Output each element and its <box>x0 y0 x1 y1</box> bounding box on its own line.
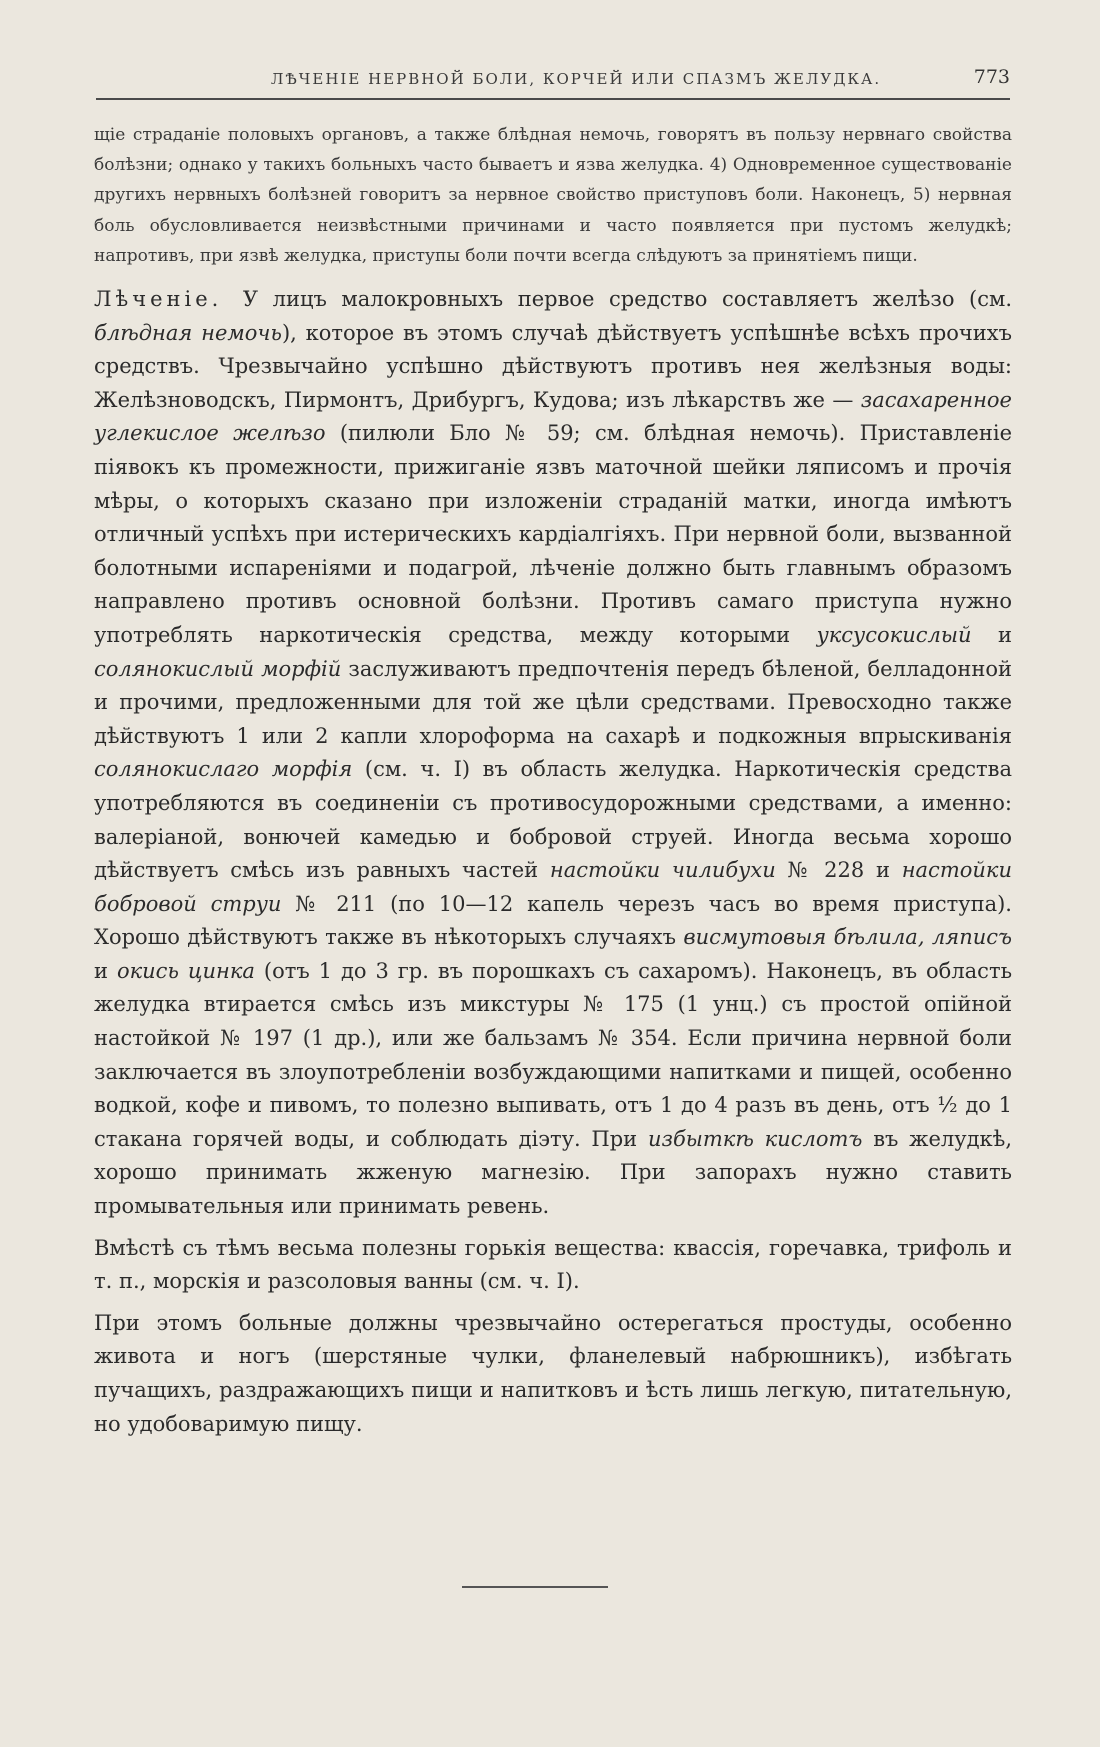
treatment-text-5: заслуживаютъ предпочтенія передъ бѣленой, белладонной и прочими, предложенными для той же цѣли средствами. Превосходно также дѣйствуютъ 1 или 2 капли хлороформа на сахарѣ и подкожныя впрыскиванія <box>94 656 1012 748</box>
treatment-text-2: ), которое въ этомъ случаѣ дѣйствуетъ успѣшнѣе всѣхъ прочихъ средствъ. Чрезвычайно успѣшно дѣйствуютъ противъ нея желѣзныя воды: Желѣзноводскъ, Пирмонтъ, Дрибургъ, Кудова; изъ лѣкарствъ же — <box>94 320 1012 412</box>
page-header <box>96 64 1010 100</box>
page-number: 773 <box>973 66 1010 88</box>
treatment-text-3: (пилюли Бло № 59; см. блѣдная немочь). Приставленіе піявокъ къ промежности, прижиганіе язвъ маточной шейки ляписомъ и прочія мѣры, о которыхъ сказано при изложеніи страданій матки, иногда имѣютъ отличный успѣхъ при истерическихъ кардіалгіяхъ. При нервной боли, вызванной болотными испареніями и подагрой, лѣченіе должно быть главнымъ образомъ направлено противъ основной болѣзни. Противъ самаго приступа нужно употреблять наркотическія средства, между которыми <box>94 421 1012 647</box>
treatment-text-7: № 228 и <box>787 858 890 883</box>
intro-paragraph: щіе страданіе половыхъ органовъ, а также блѣдная немочь, говорятъ въ пользу нервнаго свойства болѣзни; однако у такихъ больныхъ часто бываетъ и язва желудка. 4) Одновременное существованіе другихъ нервныхъ болѣзней говоритъ за нервное свойство приступовъ боли. Наконецъ, 5) нервная боль обусловливается неизвѣстными причинами и часто появляется при пустомъ желудкѣ; напротивъ, при язвѣ желудка, приступы боли почти всегда слѣдуютъ за принятіемъ пищи. <box>94 125 1012 266</box>
end-rule <box>462 1586 608 1588</box>
treatment-text-6: (см. ч. I) въ область желудка. Наркотическія средства употребляются въ соединеніи съ противосудорожными средствами, а именно: валеріаной, вонючей камедью и бобровой струей. Иногда весьма хорошо дѣйствуетъ смѣсь изъ равныхъ частей <box>94 757 1012 883</box>
bitters-paragraph: Вмѣстѣ съ тѣмъ весьма полезны горькія вещества: квассія, горечавка, трифоль и т. п., морскія и разсоловыя ванны (см. ч. I). <box>94 1235 1012 1294</box>
treatment-italic-10: избыткѣ кислотъ <box>647 1126 863 1151</box>
treatment-text-4: и <box>997 622 1012 647</box>
diet-paragraph: При этомъ больные должны чрезвычайно остерегаться простуды, особенно живота и ногъ (шерстяные чулки, фланелевый набрюшникъ), избѣгать пучащихъ, раздражающихъ пищи и напитковъ и ѣсть лишь легкую, питательную, но удобоваримую пищу. <box>94 1310 1012 1436</box>
treatment-heading: Лѣченіе. <box>94 287 223 312</box>
treatment-italic-7: настойки бобровой струи <box>94 858 1012 916</box>
treatment-text-1: У лицъ малокровныхъ первое средство составляетъ желѣзо (см. <box>242 287 1012 312</box>
treatment-text-8: № 211 (по 10—12 капель черезъ часъ во время приступа). Хорошо дѣйствуютъ также въ нѣкоторыхъ случаяхъ <box>94 891 1012 950</box>
treatment-italic-1: блѣдная немочь <box>94 320 282 345</box>
running-head: ЛѢЧЕНІЕ НЕРВНОЙ БОЛИ, КОРЧЕЙ ИЛИ СПАЗМЪ ЖЕЛУДКА. <box>270 70 882 88</box>
treatment-italic-4: солянокислый морфій <box>94 656 342 681</box>
body-text <box>94 120 1012 1449</box>
treatment-text-11: въ желудкѣ, хорошо принимать жженую магнезію. При запорахъ нужно ставить промывательныя или принимать ревень. <box>94 1126 1012 1219</box>
treatment-italic-2: засахаренное углекислое желѣзо <box>94 387 1012 446</box>
treatment-text-9: и <box>94 958 108 983</box>
treatment-italic-9: окись цинка <box>116 958 255 983</box>
treatment-text-10: (отъ 1 до 3 гр. въ порошкахъ съ сахаромъ). Наконецъ, въ область желудка втирается смѣсь изъ микстуры № 175 (1 унц.) съ простой опійной настойкой № 197 (1 др.), или же бальзамъ № 354. Если причина нервной боли заключается въ злоупотребленіи возбуждающими напитками и пищей, особенно водкой, кофе и пивомъ, то полезно выпивать, отъ 1 до 4 разъ въ день, отъ ½ до 1 стакана горячей воды, и соблюдать діэту. При <box>94 958 1012 1151</box>
treatment-italic-3: уксусокислый <box>816 622 972 647</box>
treatment-italic-6: настойки чилибухи <box>549 858 776 883</box>
treatment-italic-8: висмутовыя бѣлила, ляписъ <box>683 925 1013 950</box>
treatment-paragraph <box>94 283 1012 1224</box>
treatment-italic-5: солянокислаго морфія <box>94 757 353 782</box>
